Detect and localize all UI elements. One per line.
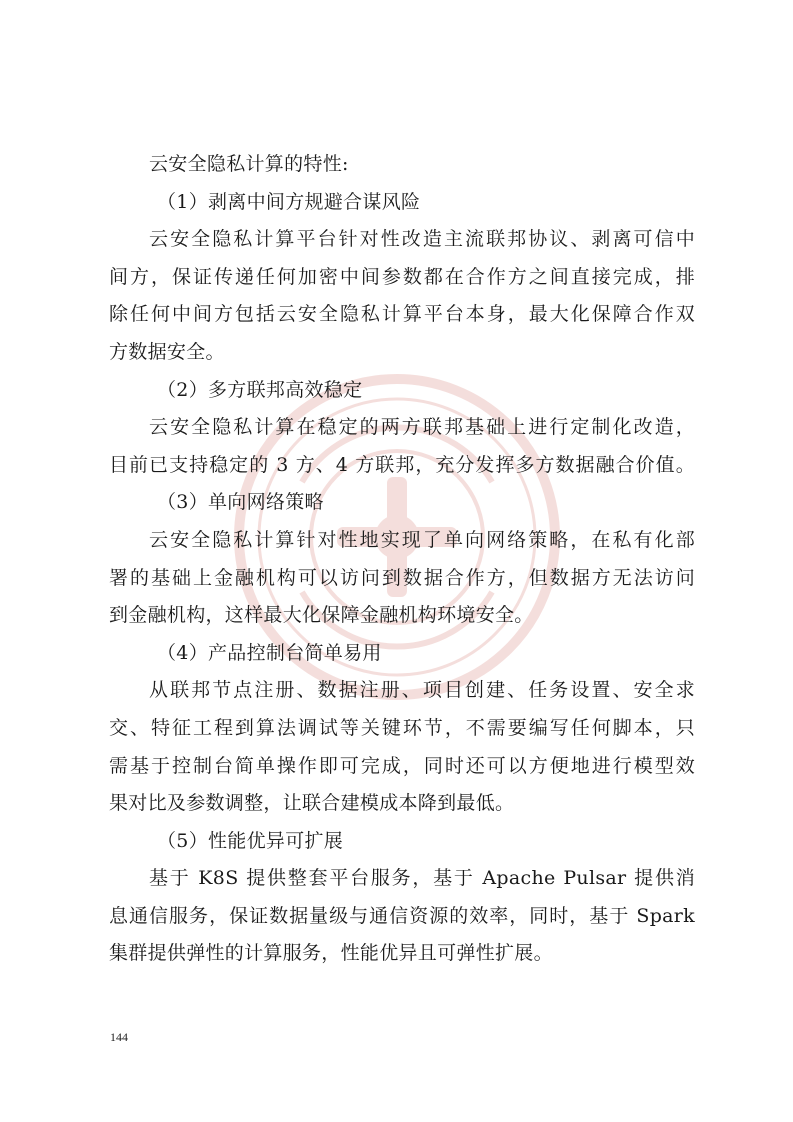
item-heading: （2）多方联邦高效稳定	[157, 378, 363, 401]
paragraph-line: 云安全隐私计算针对性地实现了单向网络策略，在私有化部	[149, 528, 695, 551]
paragraph-line: 云安全隐私计算在稳定的两方联邦基础上进行定制化改造，	[149, 416, 695, 439]
paragraph-line: 署的基础上金融机构可以访问到数据合作方，但数据方无法访问	[109, 566, 695, 589]
item-heading: （4）产品控制台简单易用	[157, 641, 382, 664]
item-heading: （3）单向网络策略	[157, 491, 324, 514]
paragraph-line: 到金融机构，这样最大化保障金融机构环境安全。	[109, 604, 534, 627]
paragraph-line: 集群提供弹性的计算服务，性能优异且可弹性扩展。	[109, 942, 553, 965]
document-body	[109, 146, 695, 973]
paragraph-line: 息通信服务，保证数据量级与通信资源的效率，同时，基于 Spark	[109, 904, 695, 927]
paragraph-line: 交、特征工程到算法调试等关键环节，不需要编写任何脚本，只	[109, 716, 695, 739]
paragraph-line: 从联邦节点注册、数据注册、项目创建、任务设置、安全求	[149, 679, 695, 702]
paragraph-line: 方数据安全。	[109, 340, 225, 363]
paragraph-line: 果对比及参数调整，让联合建模成本降到最低。	[109, 792, 515, 815]
paragraph-line: 目前已支持稳定的 3 方、4 方联邦，充分发挥多方数据融合价值。	[109, 453, 695, 476]
section-title: 云安全隐私计算的特性:	[149, 153, 349, 175]
paragraph-line: 需基于控制台简单操作即可完成，同时还可以方便地进行模型效	[109, 754, 695, 777]
paragraph-line: 间方，保证传递任何加密中间参数都在合作方之间直接完成，排	[109, 265, 695, 288]
paragraph-line: 基于 K8S 提供整套平台服务，基于 Apache Pulsar 提供消	[149, 867, 695, 890]
item-heading: （5）性能优异可扩展	[157, 829, 344, 852]
paragraph-line: 除任何中间方包括云安全隐私计算平台本身，最大化保障合作双	[109, 303, 695, 326]
item-heading: （1）剥离中间方规避合谋风险	[157, 190, 421, 213]
paragraph-line: 云安全隐私计算平台针对性改造主流联邦协议、剥离可信中	[149, 228, 695, 251]
page-number: 144	[110, 1030, 128, 1044]
